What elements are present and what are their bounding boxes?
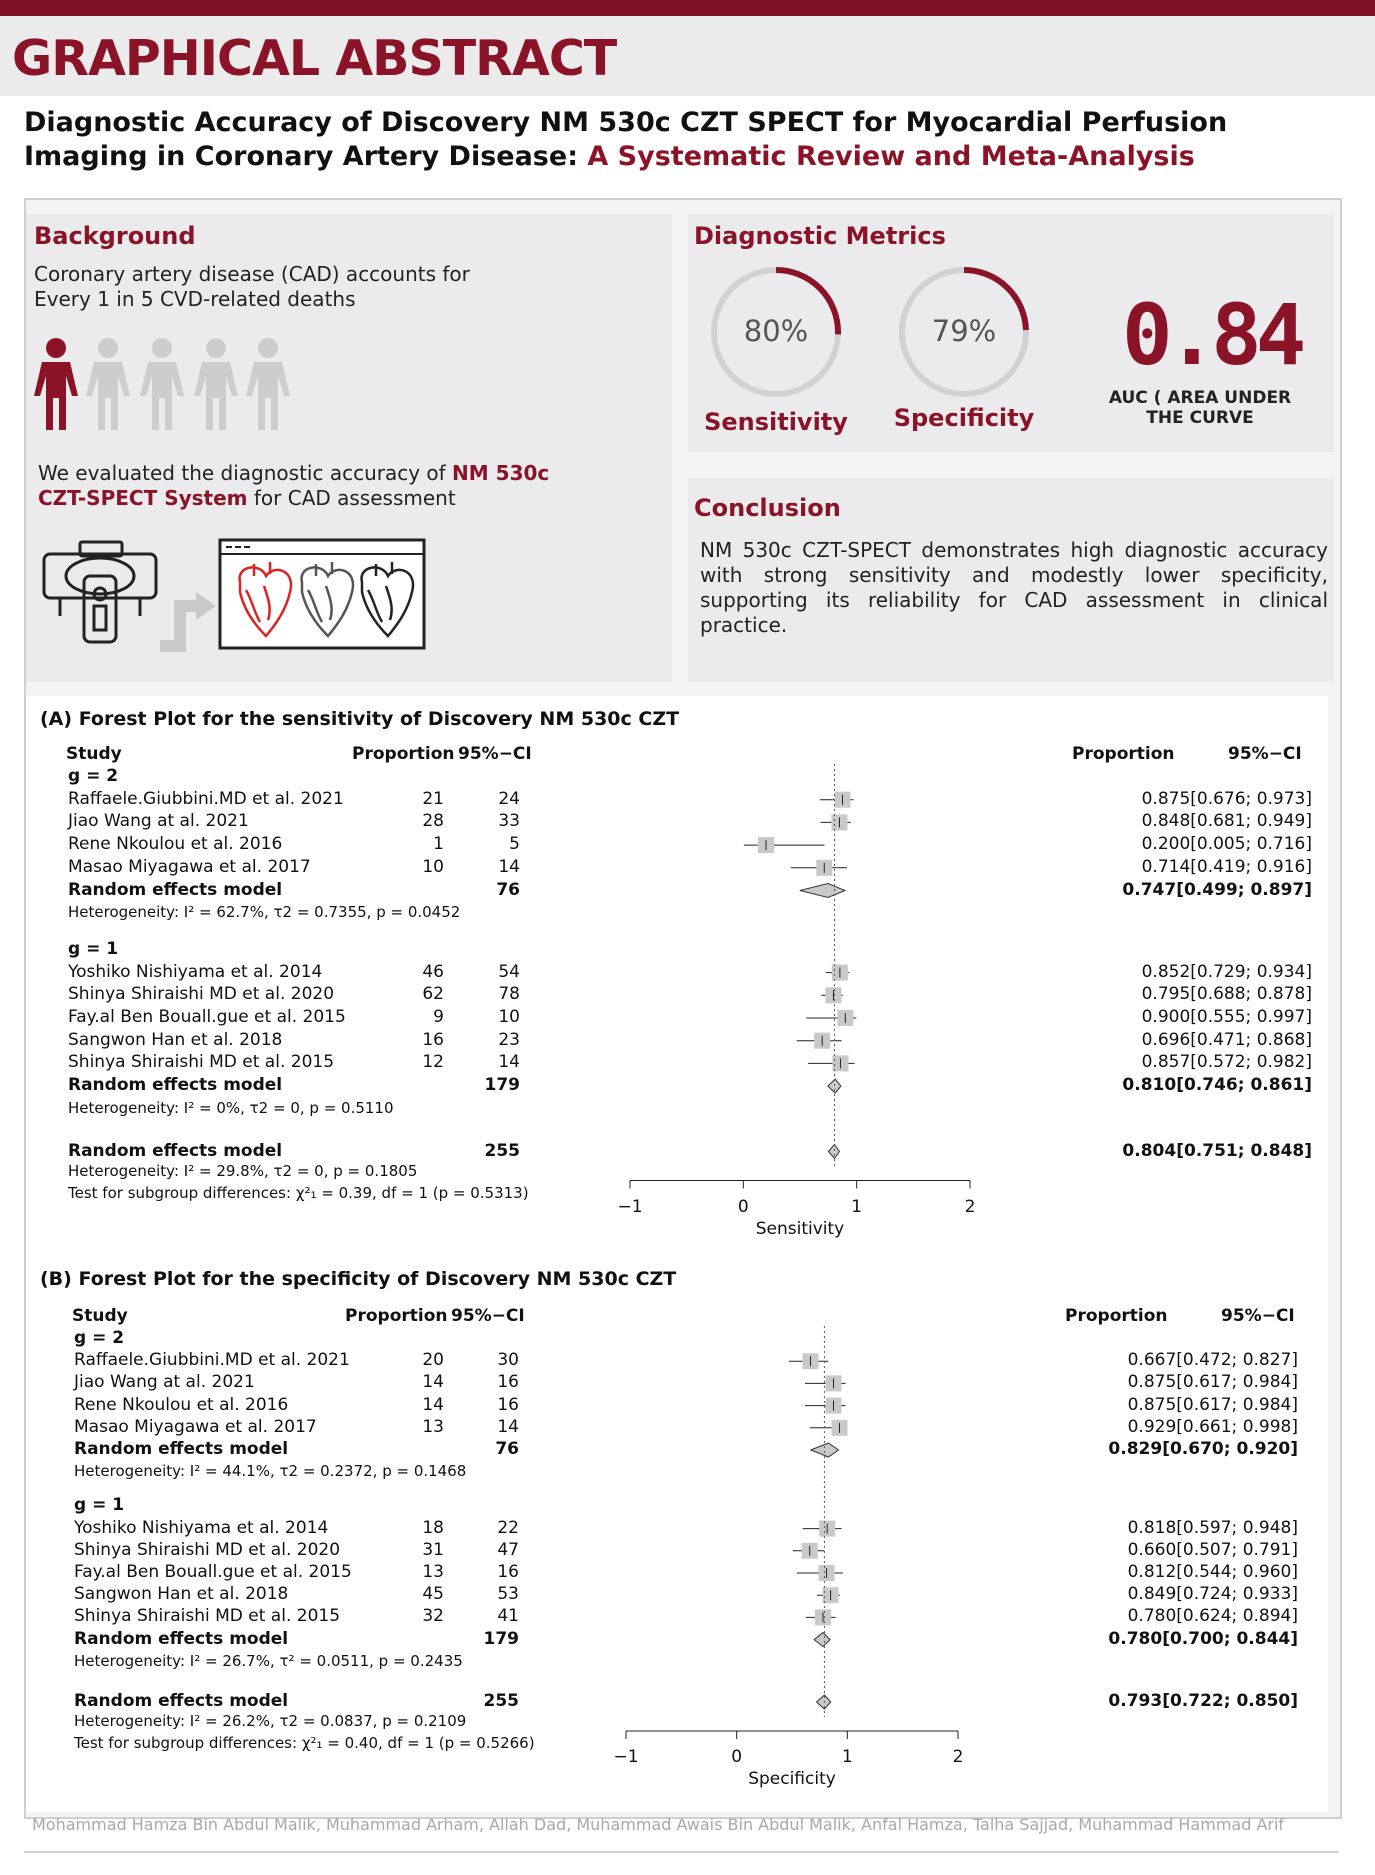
plot-title-text: Forest Plot for the sensitivity of Discovery NM 530c CZT [78, 708, 680, 730]
x-axis-label: Specificity [748, 1769, 836, 1789]
re-model-total: 179 [483, 1628, 519, 1649]
total-count: 10 [498, 1007, 520, 1027]
group-label: g = 1 [68, 938, 119, 959]
column-header-right-ci: 95%−CI [1228, 744, 1302, 764]
conclusion-heading: Conclusion [694, 494, 841, 522]
proportion-ci-text: 0.875[0.617; 0.984] [1127, 1372, 1298, 1393]
study-name: Fay.al Ben Bouall.gue et al. 2015 [68, 1007, 346, 1027]
person-icon [86, 338, 290, 430]
proportion-ci-text: 0.200[0.005; 0.716] [1141, 834, 1312, 855]
x-axis-tick-label: 1 [841, 1747, 853, 1767]
heterogeneity-text: Heterogeneity: I² = 0%, τ2 = 0, p = 0.5110 [68, 1098, 394, 1117]
study-name: Yoshiko Nishiyama et al. 2014 [68, 961, 323, 982]
total-count: 22 [497, 1517, 519, 1538]
total-count: 41 [497, 1606, 519, 1627]
header-band [0, 16, 1375, 96]
re-model-value: 0.829[0.670; 0.920] [1108, 1439, 1298, 1459]
x-axis-tick-label: 1 [851, 1196, 863, 1217]
heterogeneity-text: Heterogeneity: I² = 62.7%, τ2 = 0.7355, p = 0.0452 [68, 903, 461, 922]
x-axis-tick-label: 0 [731, 1747, 743, 1767]
proportion-ci-text: 0.696[0.471; 0.868] [1141, 1029, 1312, 1050]
study-name: Masao Miyagawa et al. 2017 [74, 1416, 317, 1437]
events-count: 31 [422, 1539, 444, 1560]
events-count: 10 [422, 856, 444, 877]
subgroup-diamond [800, 884, 845, 898]
page-title [24, 106, 1344, 174]
overall-diamond [828, 1145, 839, 1159]
proportion-ci-text: 0.795[0.688; 0.878] [1141, 984, 1312, 1005]
study-name: Yoshiko Nishiyama et al. 2014 [74, 1517, 329, 1538]
events-count: 16 [422, 1029, 444, 1050]
overall-re-total: 255 [484, 1140, 520, 1161]
column-header-right-proportion: Proportion [1072, 744, 1175, 764]
re-model-label: Random effects model [68, 1075, 283, 1096]
group-label: g = 2 [68, 766, 119, 786]
proportion-ci-text: 0.780[0.624; 0.894] [1127, 1606, 1298, 1627]
total-count: 14 [498, 856, 520, 877]
column-header-proportion: Proportion [345, 1306, 448, 1326]
overall-re-value: 0.793[0.722; 0.850] [1108, 1691, 1298, 1711]
total-count: 16 [497, 1372, 519, 1393]
total-count: 14 [498, 1052, 520, 1073]
re-model-total: 76 [496, 879, 520, 900]
people-icons [32, 336, 292, 436]
events-count: 20 [422, 1350, 444, 1371]
study-name: Shinya Shiraishi MD et al. 2015 [68, 1052, 335, 1073]
proportion-ci-text: 0.667[0.472; 0.827] [1127, 1350, 1298, 1371]
column-header-right-ci: 95%−CI [1221, 1306, 1295, 1326]
specificity-value: 79% [931, 314, 997, 348]
x-axis-tick-label: −1 [617, 1196, 643, 1217]
overall-re-label: Random effects model [74, 1691, 289, 1711]
group-label: g = 1 [74, 1495, 125, 1516]
study-name: Raffaele.Giubbini.MD et al. 2021 [74, 1350, 350, 1371]
forest-plot-specificity [26, 1264, 1328, 1812]
auc-value: 0.84 [1122, 286, 1301, 384]
total-count: 33 [498, 811, 520, 832]
total-count: 30 [497, 1350, 519, 1371]
proportion-ci-text: 0.812[0.544; 0.960] [1127, 1562, 1298, 1582]
evaluation-pre: We evaluated the diagnostic accuracy of [38, 461, 453, 485]
events-count: 28 [422, 811, 444, 832]
subgroup-diamond [811, 1443, 839, 1457]
metrics-panel [688, 214, 1334, 452]
evaluation-text [38, 461, 558, 511]
overall-heterogeneity: Heterogeneity: I² = 29.8%, τ2 = 0, p = 0.1805 [68, 1161, 418, 1180]
subgroup-test: Test for subgroup differences: χ²₁ = 0.40, df = 1 (p = 0.5266) [74, 1734, 535, 1752]
background-panel [26, 214, 672, 682]
study-name: Jiao Wang at al. 2021 [68, 811, 249, 832]
proportion-ci-text: 0.849[0.724; 0.933] [1127, 1584, 1298, 1605]
study-name: Fay.al Ben Bouall.gue et al. 2015 [74, 1562, 352, 1582]
total-count: 47 [497, 1539, 519, 1560]
total-count: 5 [509, 834, 520, 855]
x-axis-label: Sensitivity [755, 1218, 845, 1239]
total-count: 16 [497, 1562, 519, 1582]
proportion-ci-text: 0.900[0.555; 0.997] [1141, 1007, 1312, 1027]
column-header-study: Study [72, 1306, 128, 1326]
study-name: Rene Nkoulou et al. 2016 [68, 834, 283, 855]
study-name: Shinya Shiraishi MD et al. 2020 [74, 1539, 341, 1560]
re-model-label: Random effects model [74, 1439, 289, 1459]
plot-label: (A) [40, 708, 73, 730]
background-text: Coronary artery disease (CAD) accounts for Every 1 in 5 CVD-related deaths [34, 262, 470, 311]
proportion-ci-text: 0.875[0.617; 0.984] [1127, 1394, 1298, 1415]
overall-re-total: 255 [483, 1691, 519, 1711]
proportion-ci-text: 0.852[0.729; 0.934] [1141, 961, 1312, 982]
total-count: 54 [498, 961, 520, 982]
column-header-right-proportion: Proportion [1065, 1306, 1168, 1326]
total-count: 24 [498, 788, 520, 809]
events-count: 32 [422, 1606, 444, 1627]
study-name: Shinya Shiraishi MD et al. 2020 [68, 984, 335, 1005]
specificity-label: Specificity [893, 404, 1035, 432]
top-accent-bar [0, 0, 1375, 16]
study-name: Sangwon Han et al. 2018 [74, 1584, 289, 1605]
events-count: 1 [433, 834, 444, 855]
re-model-total: 179 [484, 1075, 520, 1096]
events-count: 46 [422, 961, 444, 982]
proportion-ci-text: 0.848[0.681; 0.949] [1141, 811, 1312, 832]
events-count: 14 [422, 1372, 444, 1393]
overall-heterogeneity: Heterogeneity: I² = 26.2%, τ2 = 0.0837, p = 0.2109 [74, 1712, 467, 1730]
total-count: 16 [497, 1394, 519, 1415]
conclusion-panel [688, 478, 1334, 682]
events-count: 14 [422, 1394, 444, 1415]
heterogeneity-text: Heterogeneity: I² = 26.7%, τ² = 0.0511, p = 0.2435 [74, 1651, 463, 1670]
re-model-value: 0.810[0.746; 0.861] [1122, 1075, 1312, 1096]
study-name: Shinya Shiraishi MD et al. 2015 [74, 1606, 341, 1627]
events-count: 21 [422, 788, 444, 809]
bottom-divider [24, 1851, 1338, 1853]
re-model-total: 76 [495, 1439, 519, 1459]
proportion-ci-text: 0.929[0.661; 0.998] [1127, 1416, 1298, 1437]
header-title: GRAPHICAL ABSTRACT [12, 30, 617, 87]
x-axis-tick-label: 2 [964, 1196, 976, 1217]
author-list: Mohammad Hamza Bin Abdul Malik, Muhammad Arham, Allah Dad, Muhammad Awais Bin Abdul Malik, Anfal Hamza, Talha Sajjad, Muhammad Hammad Arif [32, 1815, 1285, 1834]
proportion-ci-text: 0.875[0.676; 0.973] [1141, 788, 1312, 809]
plot-label: (B) [40, 1268, 72, 1290]
forest-plot-sensitivity [26, 696, 1328, 1264]
conclusion-text: NM 530c CZT-SPECT demonstrates high diagnostic accuracy with strong sensitivity and modestly lower specificity, supporting its reliability for CAD assessment in clinical practice. [700, 538, 1328, 637]
title-line2: Imaging in Coronary Artery Disease: [24, 141, 588, 172]
plot-title-text: Forest Plot for the specificity of Discovery NM 530c CZT [78, 1268, 677, 1290]
study-name: Sangwon Han et al. 2018 [68, 1029, 283, 1050]
events-count: 13 [422, 1562, 444, 1582]
sensitivity-value: 80% [743, 314, 809, 348]
x-axis-tick-label: 2 [952, 1747, 964, 1767]
events-count: 62 [422, 984, 444, 1005]
total-count: 53 [497, 1584, 519, 1605]
column-header-ci: 95%−CI [451, 1306, 525, 1326]
overall-re-value: 0.804[0.751; 0.848] [1122, 1140, 1312, 1161]
sensitivity-label: Sensitivity [704, 408, 848, 436]
x-axis-tick-label: −1 [613, 1747, 639, 1767]
total-count: 78 [498, 984, 520, 1005]
column-header-proportion: Proportion [352, 744, 455, 764]
evaluation-system: NM 530c CZT-SPECT System [38, 461, 550, 510]
subgroup-diamond [814, 1633, 830, 1647]
re-model-value: 0.780[0.700; 0.844] [1108, 1628, 1298, 1649]
overall-diamond [817, 1695, 831, 1709]
auc-label: AUC ( AREA UNDER THE CURVE [1108, 388, 1292, 428]
subgroup-test: Test for subgroup differences: χ²₁ = 0.39, df = 1 (p = 0.5313) [68, 1183, 529, 1202]
person-icon [34, 338, 78, 430]
proportion-ci-text: 0.714[0.419; 0.916] [1141, 856, 1312, 877]
study-name: Rene Nkoulou et al. 2016 [74, 1394, 289, 1415]
metrics-heading: Diagnostic Metrics [694, 222, 946, 250]
proportion-ci-text: 0.818[0.597; 0.948] [1127, 1517, 1298, 1538]
spect-scanner-icon [40, 536, 430, 658]
title-line1: Diagnostic Accuracy of Discovery NM 530c CZT SPECT for Myocardial Perfusion [24, 107, 1228, 138]
events-count: 18 [422, 1517, 444, 1538]
events-count: 13 [422, 1416, 444, 1437]
re-model-label: Random effects model [68, 879, 283, 900]
study-name: Raffaele.Giubbini.MD et al. 2021 [68, 788, 344, 809]
column-header-study: Study [66, 744, 122, 764]
background-heading: Background [34, 222, 196, 250]
proportion-ci-text: 0.857[0.572; 0.982] [1141, 1052, 1312, 1073]
title-accent: A Systematic Review and Meta-Analysis [587, 141, 1195, 172]
total-count: 23 [498, 1029, 520, 1050]
proportion-ci-text: 0.660[0.507; 0.791] [1127, 1539, 1298, 1560]
total-count: 14 [497, 1416, 519, 1437]
study-name: Jiao Wang at al. 2021 [74, 1372, 255, 1393]
events-count: 9 [433, 1007, 444, 1027]
evaluation-post: for CAD assessment [247, 486, 456, 510]
group-label: g = 2 [74, 1328, 125, 1348]
re-model-value: 0.747[0.499; 0.897] [1122, 879, 1312, 900]
x-axis-tick-label: 0 [737, 1196, 749, 1217]
overall-re-label: Random effects model [68, 1140, 283, 1161]
study-name: Masao Miyagawa et al. 2017 [68, 856, 311, 877]
column-header-ci: 95%−CI [458, 744, 532, 764]
events-count: 45 [422, 1584, 444, 1605]
events-count: 12 [422, 1052, 444, 1073]
heterogeneity-text: Heterogeneity: I² = 44.1%, τ2 = 0.2372, p = 0.1468 [74, 1462, 467, 1481]
re-model-label: Random effects model [74, 1628, 289, 1649]
